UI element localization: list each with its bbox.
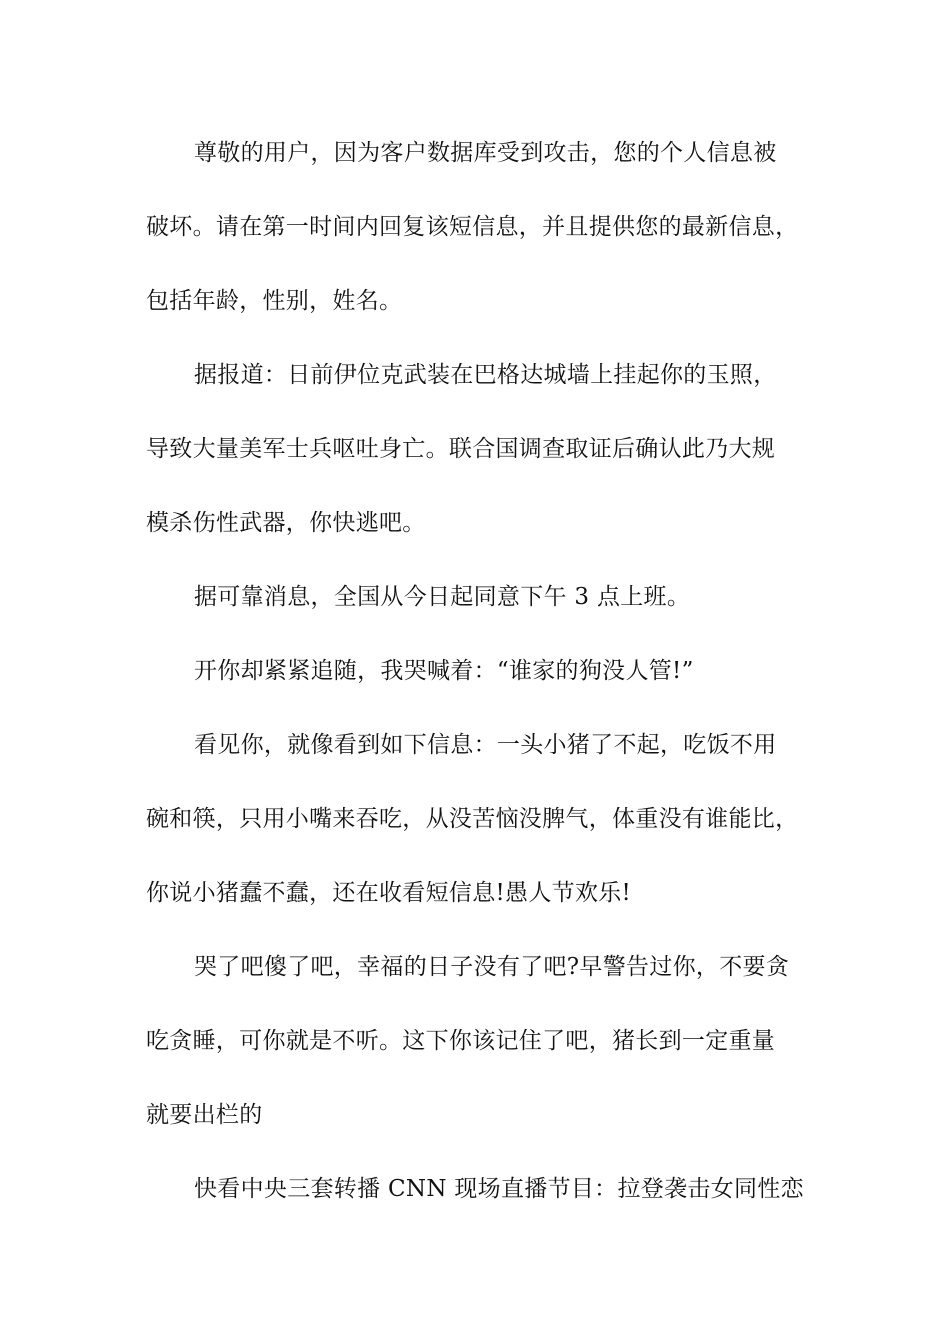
paragraph-line: 快看中央三套转播 CNN 现场直播节目：拉登袭击女同性恋 <box>194 1176 804 1202</box>
paragraph-line: 碗和筷，只用小嘴来吞吃，从没苦恼没脾气，体重没有谁能比， <box>146 806 799 832</box>
paragraph-line: 尊敬的用户，因为客户数据库受到攻击，您的个人信息被 <box>194 140 777 166</box>
paragraph-line: 开你却紧紧追随，我哭喊着：“谁家的狗没人管!” <box>194 658 694 684</box>
paragraph-line: 哭了吧傻了吧，幸福的日子没有了吧?早警告过你，不要贪 <box>194 954 790 980</box>
paragraph-line: 吃贪睡，可你就是不听。这下你该记住了吧，猪长到一定重量 <box>146 1028 776 1054</box>
paragraph-line: 导致大量美军士兵呕吐身亡。联合国调查取证后确认此乃大规 <box>146 436 776 462</box>
paragraph-line: 你说小猪蠢不蠢，还在收看短信息!愚人节欢乐! <box>146 880 632 906</box>
paragraph-line: 模杀伤性武器，你快逃吧。 <box>146 510 426 536</box>
paragraph-line: 就要出栏的 <box>146 1102 263 1128</box>
paragraph-line: 包括年龄，性别，姓名。 <box>146 288 403 314</box>
paragraph-line: 据报道：日前伊位克武装在巴格达城墙上挂起你的玉照， <box>194 362 777 388</box>
paragraph-line: 破坏。请在第一时间内回复该短信息，并且提供您的最新信息， <box>146 214 799 240</box>
paragraph-line: 据可靠消息，全国从今日起同意下午 3 点上班。 <box>194 584 691 610</box>
paragraph-line: 看见你，就像看到如下信息：一头小猪了不起，吃饭不用 <box>194 732 777 758</box>
